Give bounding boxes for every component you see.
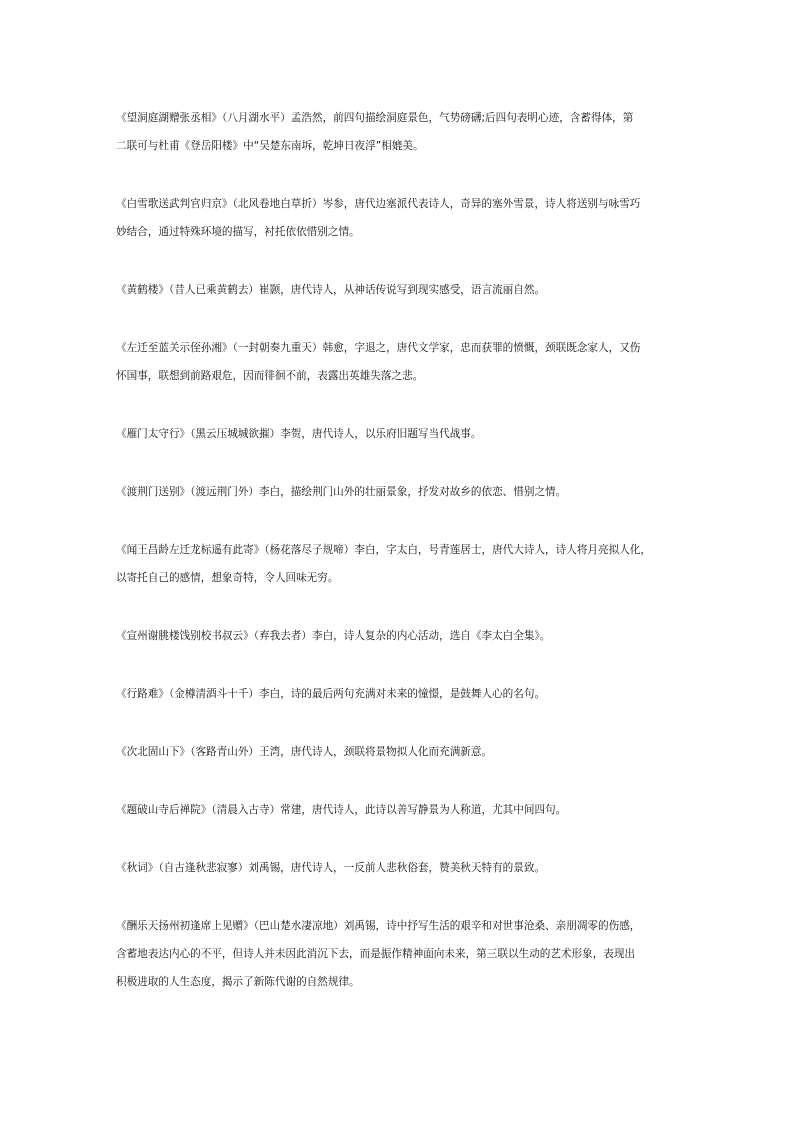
paragraph-line: 以寄托自己的感情，想象奇特，令人回味无穷。: [116, 572, 339, 584]
paragraph-zuoqian: [116, 334, 682, 390]
paragraph-line: 《白雪歌送武判官归京》（北风卷地白草折）岑参，唐代边塞派代表诗人，奇异的塞外雪景，诗人将送别与咏雪巧: [116, 198, 641, 210]
paragraph-line: 《题破山寺后禅院》（清晨入古寺）常建，唐代诗人，此诗以善写静景为人称道，尤其中间四句。: [116, 804, 567, 816]
paragraph-chouletian: [116, 912, 682, 996]
paragraph-line: 《左迁至蓝关示侄孙湘》（一封朝奏九重天）韩愈，字退之，唐代文学家，忠而获罪的愤慨，颈联既念家人，又伤: [116, 342, 641, 354]
paragraph-line: 《闻王昌龄左迁龙标遥有此寄》（杨花落尽子规啼）李白，字太白，号青莲居士，唐代大诗人，诗人将月亮拟人化，: [116, 544, 651, 556]
paragraph-line: 含蓄地表达内心的不平，但诗人并未因此消沉下去，而是振作精神面向未来，第三联以生动的艺术形象，表现出: [116, 948, 636, 960]
paragraph-line: 《望洞庭湖赠张丞相》（八月湖水平）孟浩然，前四句描绘洞庭景色，气势磅礴;后四句表明心迹，含蓄得体，第: [116, 112, 634, 124]
paragraph-xinglunan: [116, 680, 682, 708]
paragraph-baixuege: [116, 190, 682, 246]
paragraph-wenwangchangling: [116, 536, 682, 592]
paragraph-line: 《酬乐天扬州初逢席上见赠》（巴山楚水凄凉地）刘禹锡，诗中抒写生活的艰辛和对世事沧桑、亲朋凋零的伤感，: [116, 920, 641, 932]
paragraph-qiuci: [116, 854, 682, 882]
paragraph-line: 《黄鹤楼》（昔人已乘黄鹤去）崔颢，唐代诗人，从神话传说写到现实感受，语言流丽自然。: [116, 284, 546, 296]
paragraph-line: 二联可与杜甫《登岳阳楼》中“吴楚东南坼，乾坤日夜浮”相媲美。: [116, 140, 424, 152]
paragraph-line: 《宣州谢朓楼饯别校书叔云》（弃我去者）李白，诗人复杂的内心活动，选自《李太白全集》。: [116, 630, 551, 642]
paragraph-line: 《雁门太守行》（黑云压城城欲摧）李贺，唐代诗人，以乐府旧题写当代战事。: [116, 428, 482, 440]
paragraph-line: 《秋词》（自古逢秋悲寂寥）刘禹锡，唐代诗人，一反前人悲秋俗套，赞美秋天特有的景致。: [116, 862, 546, 874]
paragraph-line: 怀国事，联想到前路艰危，因而徘徊不前，表露出英雄失落之悲。: [116, 370, 424, 382]
paragraph-line: 《次北固山下》（客路青山外）王湾，唐代诗人，颈联将景物拟人化而充满新意。: [116, 746, 493, 758]
paragraph-poshansi: [116, 796, 682, 824]
paragraph-xuanzhou: [116, 622, 682, 650]
document-page: [116, 104, 682, 1026]
paragraph-line: 《渡荆门送别》（渡远荆门外）李白，描绘荆门山外的壮丽景象，抒发对故乡的依恋、惜别之情。: [116, 486, 567, 498]
paragraph-yanmen: [116, 420, 682, 448]
paragraph-cibeigushan: [116, 738, 682, 766]
paragraph-wanglongting: [116, 104, 682, 160]
paragraph-dujingmen: [116, 478, 682, 506]
paragraph-huanghelou: [116, 276, 682, 304]
paragraph-line: 《行路难》（金樽清酒斗十千）李白，诗的最后两句充满对未来的憧憬，是鼓舞人心的名句。: [116, 688, 546, 700]
paragraph-line: 积极进取的人生态度，揭示了新陈代谢的自然规律。: [116, 976, 360, 988]
paragraph-line: 妙结合，通过特殊环境的描写，衬托依依惜别之情。: [116, 226, 360, 238]
